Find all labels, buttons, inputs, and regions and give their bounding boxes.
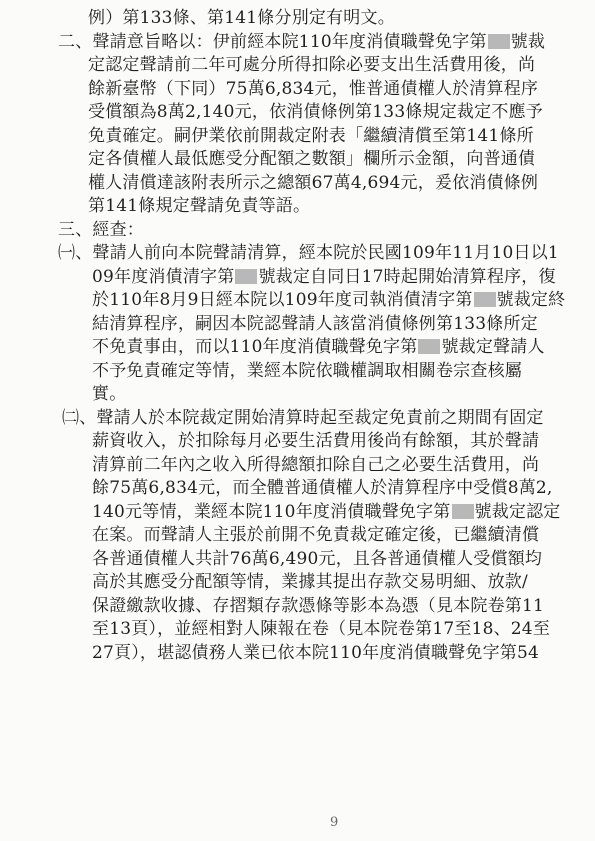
text-line: 餘75萬6,834元，而全體普通債權人於清算程序中受償8萬2, [92,478,553,498]
text-line: 至13頁），並經相對人陳報在卷（見本院卷第17至18、24至 [92,619,551,639]
text-line: 權人清償達該附表所示之總額67萬4,694元，爰依消債條例 [88,172,539,193]
text-line: 09年度消債清字第 號裁定自同日17時起開始清算程序，復 [92,266,556,287]
text-line: 例）第133條、第141條分別定有明文。 [88,8,395,28]
text-line: 於110年8月9日經本院以109年度司執消債清字第 號裁定終 [92,290,566,310]
text-line: 結清算程序，嗣因本院認聲請人該當消債條例第133條所定 [92,313,538,334]
text-line: 清算前二年內之收入所得總額扣除自己之必要生活費用，尚 [92,454,540,475]
text-line: 餘新臺幣（下同）75萬6,834元，惟普通債權人於清算程序 [88,78,539,99]
text-line: 140元等情，業經本院110年度消債職聲免字第 號裁定認定 [92,501,561,522]
text-line: 定各債權人最低應受分配額之數額」欄所示金額，向普通債 [88,149,536,169]
text-line: 實。 [92,384,127,404]
redaction-box [488,34,510,49]
text-line: 不免責事由，而以110年度消債職聲免字第 號裁定聲請人 [92,337,545,357]
text-line: 薪資收入，於扣除每月必要生活費用後尚有餘額，其於聲請 [92,431,540,451]
text-line: 不予免責確定等情，業經本院依職權調取相關卷宗查核屬 [92,360,522,381]
text-line: 二、聲請意旨略以：伊前經本院110年度消債職聲免字第 號裁 [58,31,546,52]
text-line: 各普通債權人共計76萬6,490元，且各普通債權人受償額均 [92,548,543,569]
text-line: 在案。而聲請人主張於前開不免責裁定確定後，已繼續清償 [92,525,540,545]
text-line: 第141條規定聲請免責等語。 [88,196,311,216]
page-number: 9 [330,815,339,830]
redaction-box [235,269,257,284]
text-line: 保證繳款收據、存摺類存款憑條等影本為憑（見本院卷第11 [92,595,545,616]
text-line: ㈠、聲請人前向本院聲請清算，經本院於民國109年11月10日以1 [58,243,559,263]
text-line: 27頁），堪認債務人業已依本院110年度消債職聲免字第54 [92,642,540,663]
redaction-box [418,339,440,354]
text-line: 受償額為8萬2,140元，依消債條例第133條規定裁定不應予 [88,102,543,122]
redaction-box [474,292,496,307]
text-line: 高於其應受分配額等情，業據其提出存款交易明細、放款/ [92,572,528,592]
text-line: 免責確定。嗣伊業依前開裁定附表「繼續清償至第141條所 [88,125,534,146]
text-line: ㈡、聲請人於本院裁定開始清算時起至裁定免責前之期間有固定 [62,407,544,428]
section-heading: 三、經查： [58,219,144,240]
text-line: 定認定聲請前二年可處分所得扣除必要支出生活費用後，尚 [88,55,536,75]
redaction-box [452,504,474,519]
